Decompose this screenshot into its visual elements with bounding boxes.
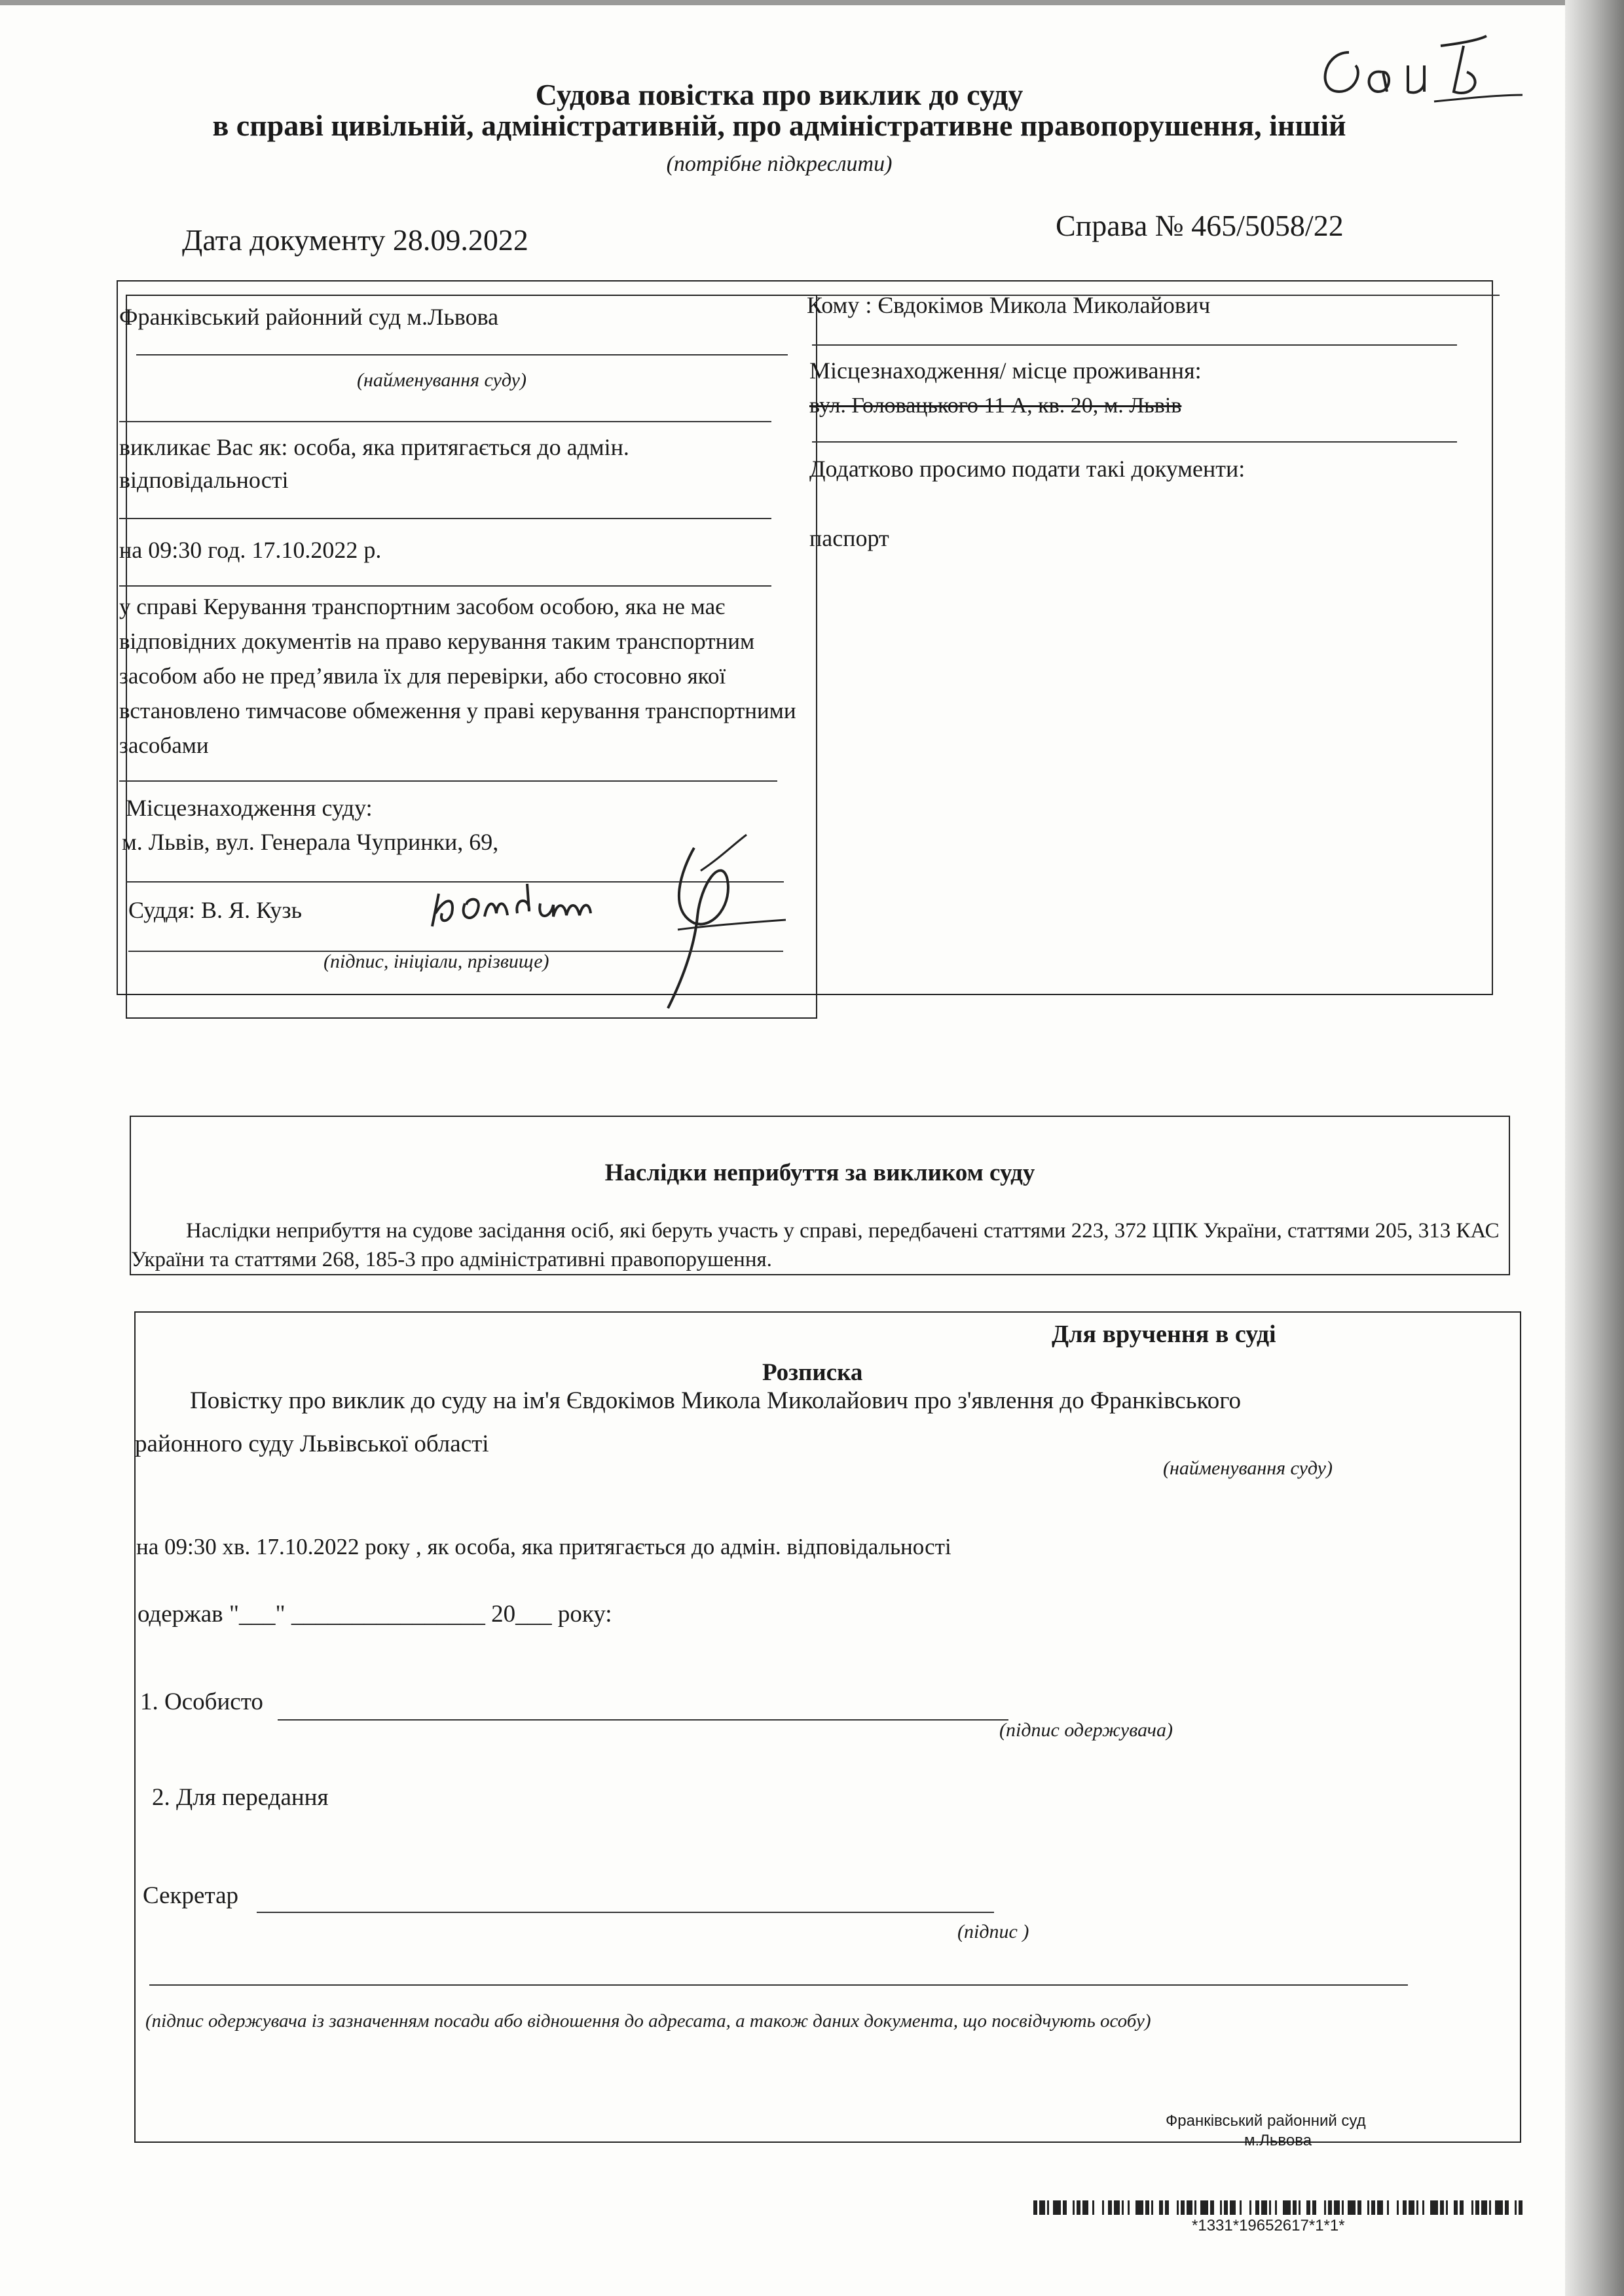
divider bbox=[119, 518, 771, 519]
footer-court-line1: Франківський районний суд bbox=[1166, 2112, 1366, 2130]
divider bbox=[119, 780, 777, 782]
divider bbox=[812, 441, 1457, 443]
judge-signature bbox=[419, 831, 799, 1015]
receipt-title: Розписка bbox=[762, 1359, 863, 1386]
case-number: Справа № 465/5058/22 bbox=[1056, 209, 1344, 242]
bottom-caption: (підпис одержувача із зазначенням посади або відношення до адресата, а також даних документа, що посвідчують особу) bbox=[145, 2011, 1151, 2032]
signature-caption: (підпис, ініціали, прізвище) bbox=[323, 951, 549, 972]
document-subtitle: в справі цивільній, адміністративній, про адміністративне правопорушення, іншій bbox=[212, 109, 1346, 142]
receipt-court-caption: (найменування суду) bbox=[1163, 1457, 1333, 1479]
scan-top-edge bbox=[0, 0, 1624, 5]
divider bbox=[812, 344, 1457, 346]
barcode-text: *1331*19652617*1*1* bbox=[1192, 2217, 1345, 2234]
court-name: Франківський районний суд м.Львова bbox=[119, 304, 499, 330]
title-note: (потрібне підкреслити) bbox=[666, 152, 893, 176]
personally-signature-line[interactable] bbox=[278, 1719, 1008, 1721]
document-date: Дата документу 28.09.2022 bbox=[182, 223, 528, 257]
court-name-caption: (найменування суду) bbox=[357, 369, 526, 391]
hearing-datetime: на 09:30 год. 17.10.2022 р. bbox=[119, 537, 382, 563]
receipt-line3: на 09:30 хв. 17.10.2022 року , як особа, яка притягається до адмін. відповідальності bbox=[136, 1534, 951, 1559]
secretary-signature-caption: (підпис ) bbox=[957, 1921, 1029, 1942]
document-title: Судова повістка про виклик до суду bbox=[535, 78, 1024, 111]
received-date: одержав "___" ________________ 20___ року: bbox=[138, 1601, 612, 1628]
extra-docs: паспорт bbox=[809, 525, 889, 551]
extra-docs-label: Додатково просимо подати такі документи: bbox=[809, 456, 1246, 482]
for-court-label: Для вручення в суді bbox=[1052, 1321, 1276, 1348]
court-location-label: Місцезнаходження суду: bbox=[126, 795, 373, 821]
judge-name: Суддя: В. Я. Кузь bbox=[128, 897, 303, 923]
court-name-underline bbox=[136, 354, 788, 355]
case-subject: у справі Керування транспортним засобом особою, яка не має відповідних документів на право керування таким транспортним засобом або не пред’явила їх для перевірки, або стосовно якої встановлено тимчасове обмеження у праві керування транспортними засобами bbox=[119, 594, 796, 758]
footer-court-line2: м.Львова bbox=[1244, 2132, 1312, 2149]
divider bbox=[119, 421, 771, 422]
divider bbox=[119, 585, 771, 587]
bottom-signature-line[interactable] bbox=[149, 1984, 1408, 1986]
scan-right-edge bbox=[1565, 0, 1624, 2296]
barcode bbox=[1033, 2200, 1530, 2215]
court-location: м. Львів, вул. Генерала Чупринки, 69, bbox=[122, 829, 499, 855]
recipient: Кому : Євдокімов Микола Миколайович bbox=[807, 292, 1211, 318]
consequences-title: Наслідки неприбуття за викликом суду bbox=[604, 1159, 1035, 1186]
item-transfer: 2. Для передання bbox=[152, 1784, 329, 1811]
handwritten-initials bbox=[1310, 26, 1526, 111]
receipt-line2: районного суду Львівської області bbox=[135, 1430, 489, 1457]
receipt-line1: Повістку про виклик до суду на ім'я Євдокімов Микола Миколайович про з'явлення до Франківського bbox=[190, 1387, 1241, 1414]
recipient-signature-caption: (підпис одержувача) bbox=[999, 1719, 1173, 1741]
item-personally: 1. Особисто bbox=[140, 1688, 263, 1715]
summoned-as: викликає Вас як: особа, яка притягається до адмін. відповідальності bbox=[119, 434, 629, 493]
recipient-address: вул. Головацького 11 А, кв. 20, м. Львів bbox=[809, 393, 1182, 418]
secretary-label: Секретар bbox=[143, 1882, 238, 1909]
consequences-text: Наслідки неприбуття на судове засідання осіб, які беруть участь у справі, передбачені статтями 223, 372 ЦПК України, статтями 205, 313 КАС України та статтями 268, 185-3 про адміністративні правопорушення. bbox=[131, 1219, 1500, 1271]
address-label: Місцезнаходження/ місце проживання: bbox=[809, 357, 1202, 384]
secretary-signature-line[interactable] bbox=[257, 1912, 994, 1913]
